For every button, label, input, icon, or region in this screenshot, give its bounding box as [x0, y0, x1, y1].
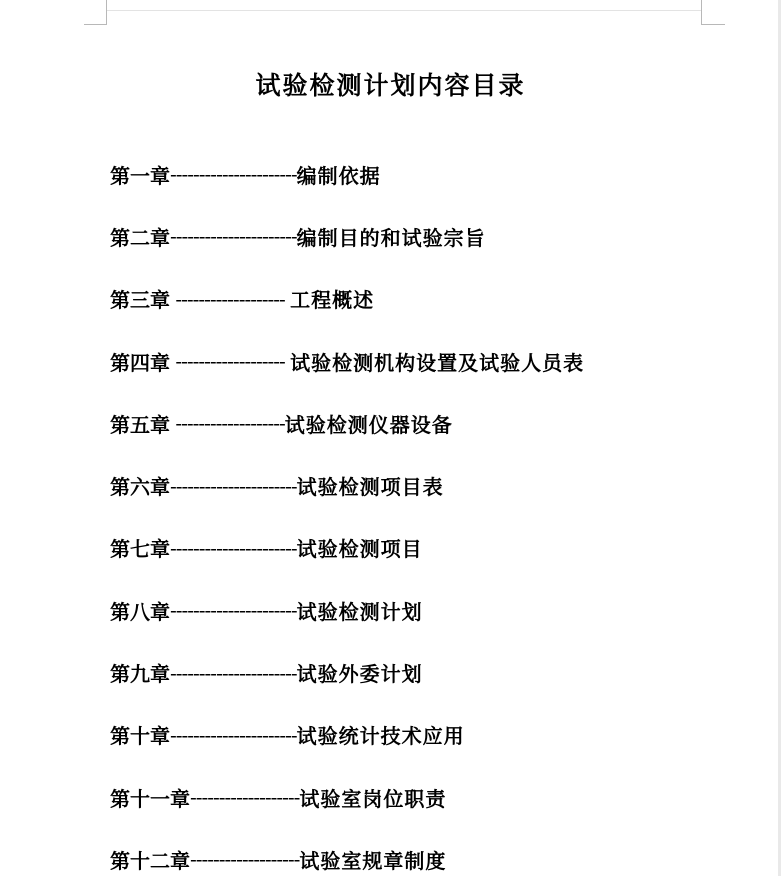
toc-chapter-number: 第一章 [110, 163, 170, 188]
toc-leader-dashes: ------------------- [190, 847, 300, 872]
toc-chapter-number: 第九章 [110, 662, 170, 687]
toc-chapter-title: 试验检测项目 [296, 537, 423, 562]
toc-leader-dashes: ---------------------- [170, 162, 297, 187]
table-of-contents [110, 143, 750, 891]
toc-chapter-title: 编制依据 [296, 163, 381, 188]
toc-chapter-number: 第八章 [110, 599, 170, 624]
toc-chapter-title: 编制目的和试验宗旨 [296, 225, 486, 250]
toc-leader-dashes: ---------------------- [170, 660, 297, 685]
toc-entry[interactable] [110, 268, 750, 330]
document-title: 试验检测计划内容目录 [255, 71, 526, 100]
toc-chapter-number: 第三章 [110, 288, 170, 313]
toc-leader-dashes: ---------------------- [170, 598, 297, 623]
toc-entry[interactable] [110, 205, 750, 267]
toc-chapter-number: 第十二章 [110, 848, 190, 873]
toc-chapter-number: 第二章 [110, 225, 170, 250]
toc-entry[interactable] [110, 143, 750, 205]
toc-chapter-title: 试验室规章制度 [299, 848, 447, 873]
toc-entry[interactable] [110, 641, 750, 703]
crop-mark-top-left-vertical [106, 0, 107, 24]
toc-chapter-title: 工程概述 [290, 288, 375, 313]
toc-leader-dashes: ------------------- [170, 411, 285, 436]
toc-entry[interactable] [110, 828, 750, 890]
toc-chapter-number: 第七章 [110, 537, 170, 562]
toc-chapter-number: 第六章 [110, 475, 170, 500]
toc-entry[interactable] [110, 579, 750, 641]
toc-chapter-number: 第四章 [110, 350, 170, 375]
toc-leader-dashes: ------------------- [170, 349, 291, 374]
toc-chapter-number: 第十一章 [110, 786, 190, 811]
toc-leader-dashes: ------------------- [170, 286, 291, 311]
toc-leader-dashes: ---------------------- [170, 535, 297, 560]
crop-mark-top-right-vertical [701, 0, 702, 24]
toc-chapter-title: 试验检测仪器设备 [284, 412, 453, 437]
toc-leader-dashes: ---------------------- [170, 224, 297, 249]
toc-entry[interactable] [110, 330, 750, 392]
toc-entry[interactable] [110, 392, 750, 454]
crop-mark-top-left-horizontal [84, 24, 107, 25]
page-top-border [107, 10, 701, 11]
toc-leader-dashes: ---------------------- [170, 722, 297, 747]
toc-leader-dashes: ---------------------- [170, 473, 297, 498]
toc-chapter-title: 试验统计技术应用 [296, 724, 465, 749]
toc-chapter-number: 第五章 [110, 412, 170, 437]
toc-entry[interactable] [110, 766, 750, 828]
toc-chapter-title: 试验室岗位职责 [299, 786, 447, 811]
toc-chapter-title: 试验检测机构设置及试验人员表 [290, 350, 585, 375]
toc-chapter-title: 试验外委计划 [296, 662, 423, 687]
toc-entry[interactable] [110, 704, 750, 766]
toc-entry[interactable] [110, 517, 750, 579]
toc-chapter-title: 试验检测计划 [296, 599, 423, 624]
toc-chapter-title: 试验检测项目表 [296, 475, 444, 500]
crop-mark-top-right-horizontal [701, 24, 725, 25]
toc-entry[interactable] [110, 454, 750, 516]
toc-leader-dashes: ------------------- [190, 785, 300, 810]
toc-chapter-number: 第十章 [110, 724, 170, 749]
